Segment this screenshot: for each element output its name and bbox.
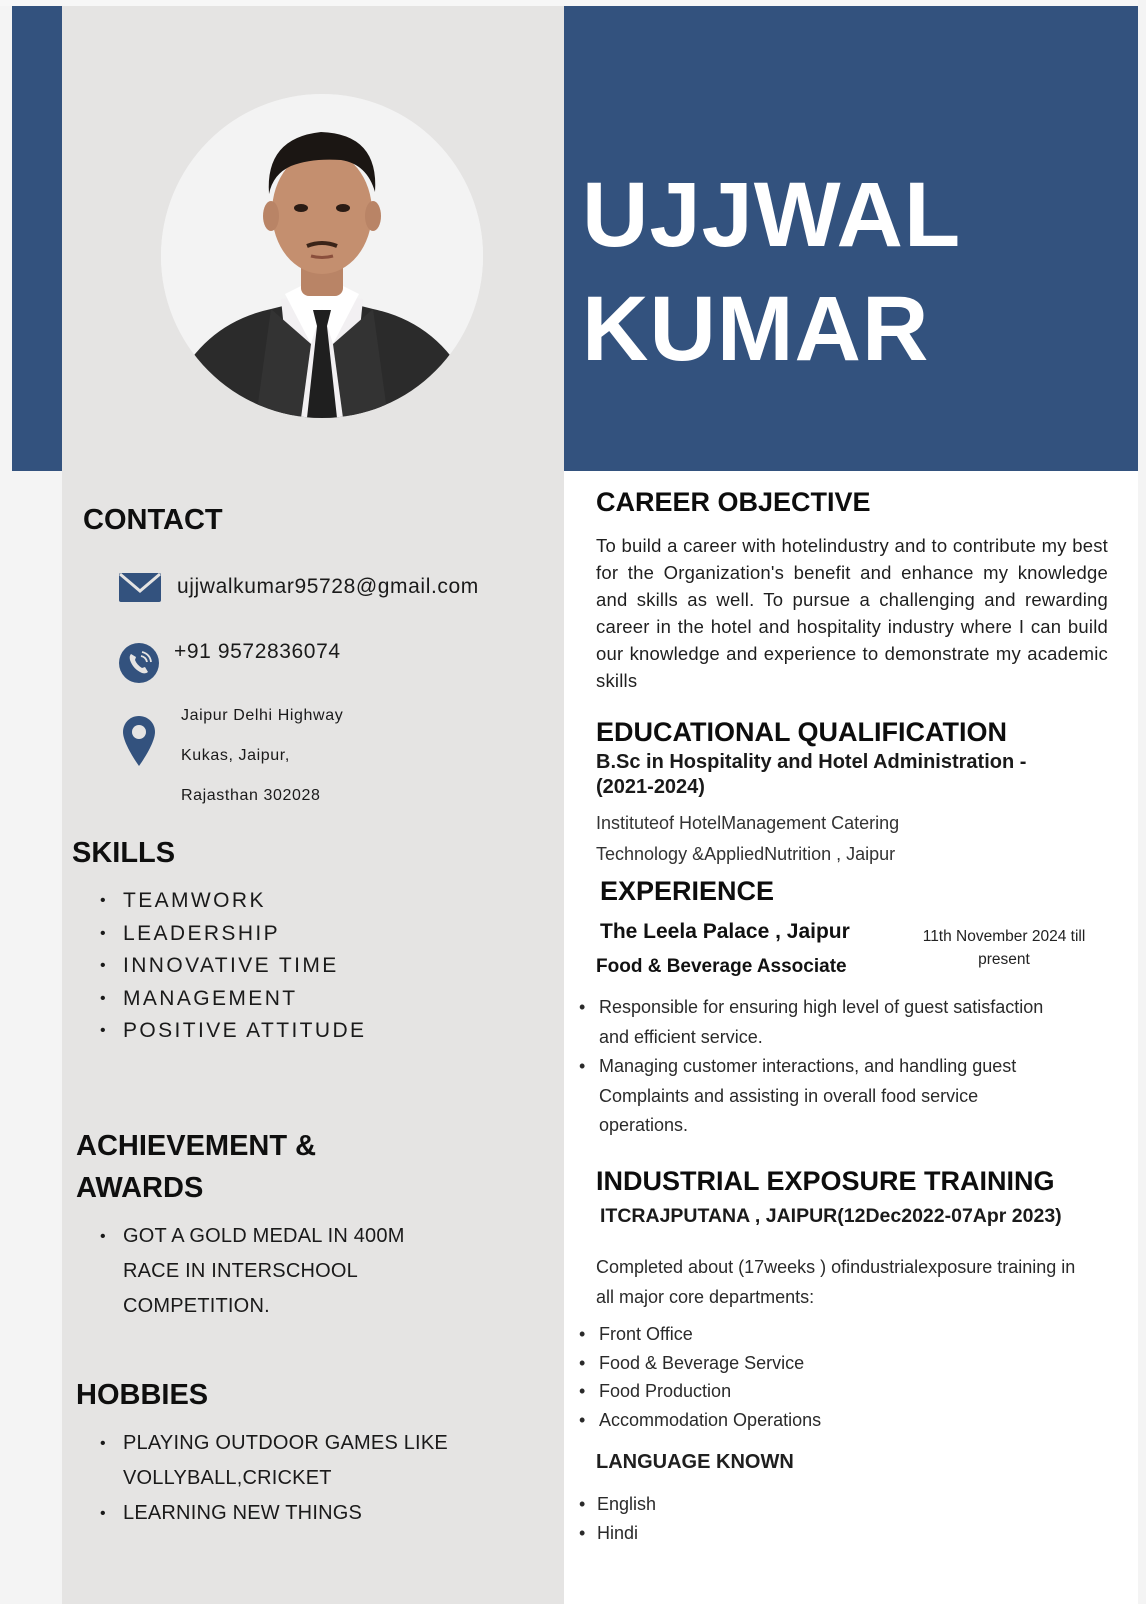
hobby-item: • PLAYING OUTDOOR GAMES LIKE VOLLYBALL,CRICKET [100,1426,460,1496]
awards-heading [76,1125,316,1209]
training-description: Completed about (17weeks ) ofindustrialexposure training in all major core departments: [596,1257,1076,1307]
career-objective-text: To build a career with hotelindustry and to contribute my best for the Organization's benefit and enhance my knowledge and skills as well. To pursue a challenging and rewarding career in the hotel and hospitality industry where I can build our knowledge and experience to demonstrate my academic skills [596,535,1108,691]
name-last: KUMAR [582,278,930,380]
awards-heading-line2: AWARDS [76,1172,204,1204]
languages-heading: LANGUAGE KNOWN [596,1451,794,1473]
left-accent-band [12,6,62,471]
name-first: UJJWAL [582,164,962,266]
address-line-3: Rajasthan 302028 [181,787,321,804]
award-item: • GOT A GOLD MEDAL IN 400M RACE IN INTERSCHOOL COMPETITION. [100,1219,440,1324]
institute-line-1: Instituteof HotelManagement Catering [596,813,900,833]
education-heading: EDUCATIONAL QUALIFICATION [596,717,1007,747]
job-duties-list [579,993,1049,1141]
address-line-2: Kukas, Jaipur, [181,747,290,764]
candidate-name [582,158,961,386]
skill-item: • TEAMWORK [100,885,366,918]
job-role: Food & Beverage Associate [596,956,847,977]
right-margin [1138,0,1146,1604]
address-line-1: Jaipur Delhi Highway [181,707,344,724]
departments-list [579,1320,821,1434]
skill-item: • MANAGEMENT [100,983,366,1016]
languages-list [579,1490,656,1548]
language-item: • English [579,1490,656,1519]
career-objective-heading: CAREER OBJECTIVE [596,487,871,517]
training-place: ITCRAJPUTANA , JAIPUR(12Dec2022-07Apr 2023) [600,1205,1062,1227]
location-pin-icon [123,716,155,766]
contact-heading: CONTACT [83,504,223,536]
education-institute [596,808,899,870]
experience-heading: EXPERIENCE [600,876,775,906]
hobby-item: • LEARNING NEW THINGS [100,1496,460,1531]
education-degree: B.Sc in Hospitality and Hotel Administration -(2021-2024) [596,751,1027,798]
department-item: • Food Production [579,1377,821,1406]
skills-list [100,885,366,1048]
job-company: The Leela Palace , Jaipur [600,920,850,943]
email-link[interactable]: ujjwalkumar95728@gmail.com [177,575,479,598]
profile-photo [161,94,483,418]
duty-item: • Managing customer interactions, and handling guest Complaints and assisting in overall food service operations. [579,1052,1049,1141]
skills-heading: SKILLS [72,837,176,869]
language-item: • Hindi [579,1519,656,1548]
phone-icon [118,642,160,684]
job-date: 11th November 2024 till present [922,928,1086,968]
hobbies-heading: HOBBIES [76,1379,209,1411]
awards-list [100,1219,440,1324]
mail-icon [119,571,161,603]
institute-line-2: Technology &AppliedNutrition , Jaipur [596,844,896,864]
duty-item: • Responsible for ensuring high level of guest satisfaction and efficient service. [579,993,1049,1052]
department-item: • Front Office [579,1320,821,1349]
training-heading: INDUSTRIAL EXPOSURE TRAINING [596,1166,1055,1196]
awards-heading-line1: ACHIEVEMENT & [76,1130,317,1162]
department-item: • Accommodation Operations [579,1406,821,1435]
department-item: • Food & Beverage Service [579,1349,821,1378]
contact-phone-row [118,630,341,684]
person-portrait-icon [161,94,483,418]
skill-item: • INNOVATIVE TIME [100,950,366,983]
skill-item: • LEADERSHIP [100,918,366,951]
hobbies-list [100,1426,460,1531]
phone-number[interactable]: +91 9572836074 [174,640,341,663]
contact-email-row [119,571,479,603]
skill-item: • POSITIVE ATTITUDE [100,1015,366,1048]
